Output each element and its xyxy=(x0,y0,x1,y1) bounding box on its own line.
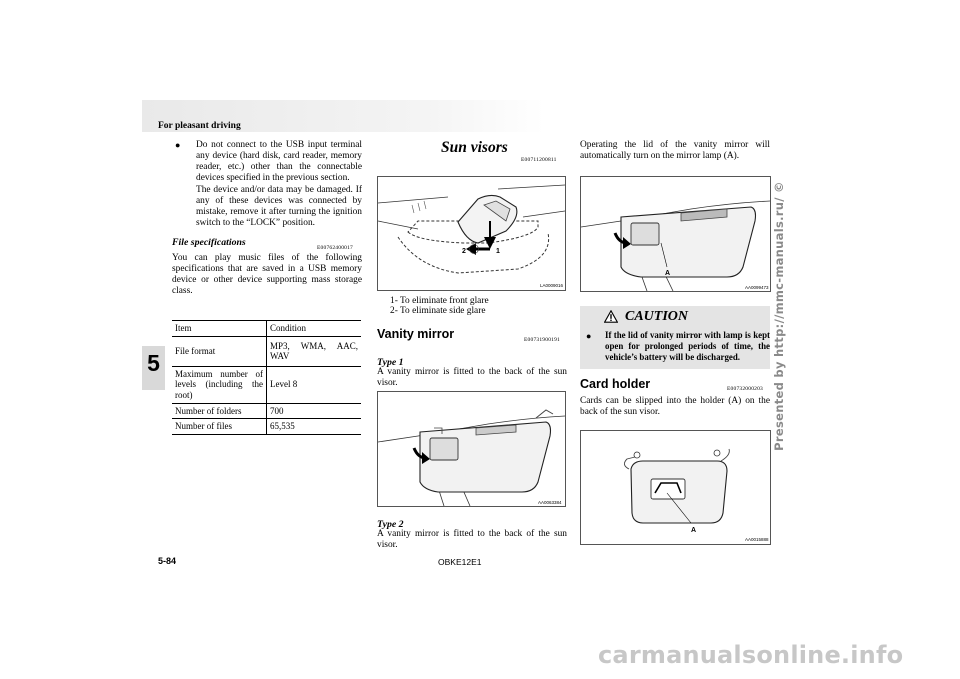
card-holder-figure xyxy=(580,430,771,545)
usb-warning-text: Do not connect to the USB input terminal any device (hard disk, card reader, memory reader, etc.) other than the connectable devices specified in the previous section. xyxy=(196,140,362,183)
callout-a: A xyxy=(691,527,697,534)
bottom-watermark: carmanualsonline.info xyxy=(598,641,904,669)
table-cell: Number of folders xyxy=(172,403,267,419)
callout-a: A xyxy=(665,270,671,277)
vanity-mirror-heading: Vanity mirror xyxy=(377,327,455,341)
card-holder-code: E00732000203 xyxy=(727,386,764,392)
table-cell: Level 8 xyxy=(267,366,362,403)
callout-1: 1 xyxy=(496,248,500,255)
file-spec-code: E00762400017 xyxy=(317,245,354,251)
type-2-label: Type 2 xyxy=(377,519,404,530)
table-cell: Number of files xyxy=(172,419,267,435)
page-number: 5-84 xyxy=(158,556,177,566)
table-cell: MP3, WMA, AAC, WAV xyxy=(267,336,362,366)
warning-triangle-icon xyxy=(604,310,618,328)
type-1-label: Type 1 xyxy=(377,357,404,368)
caution-text: If the lid of vanity mirror with lamp is kept open for prolonged periods of time, the vehicle’s battery will be discharged. xyxy=(605,330,770,362)
side-watermark: Presented by http://mmc-manuals.ru/ © xyxy=(772,181,786,451)
figure-code: AA0015888 xyxy=(745,537,769,542)
mirror-lamp-figure xyxy=(580,176,771,292)
type-2-text: A vanity mirror is fitted to the back of the sun visor. xyxy=(377,529,567,550)
card-holder-text: Cards can be slipped into the holder (A) on the back of the sun visor. xyxy=(580,396,770,417)
sun-visors-code: E00711200811 xyxy=(521,157,557,163)
table-row xyxy=(172,336,361,366)
file-spec-heading: File specifications xyxy=(172,237,246,248)
bullet-icon: ● xyxy=(586,331,592,341)
document-code: OBKE12E1 xyxy=(438,557,482,567)
vanity-mirror-code: E00731900191 xyxy=(524,337,561,343)
sun-visor-item-2: 2- To eliminate side glare xyxy=(390,306,486,316)
file-spec-intro: You can play music files of the following specifications that are saved in a USB memory device or other device supporting mass storage class. xyxy=(172,253,362,296)
vanity-mirror-type1-figure xyxy=(377,391,566,507)
chapter-number: 5 xyxy=(147,350,160,376)
table-row xyxy=(172,403,361,419)
table-row xyxy=(172,419,361,435)
mirror-lamp-text: Operating the lid of the vanity mirror will automatically turn on the mirror lamp (A). xyxy=(580,140,770,161)
figure-code: LA0009016 xyxy=(540,283,564,288)
figure-code: AA0063384 xyxy=(538,500,562,505)
sun-visors-title: Sun visors xyxy=(441,139,508,156)
table-row xyxy=(172,366,361,403)
table-cell: Maximum number of levels (including the root) xyxy=(172,366,267,403)
caution-title: CAUTION xyxy=(625,309,689,324)
table-header: Condition xyxy=(267,321,362,337)
figure-code: AA0099473 xyxy=(745,285,769,290)
table-cell: 65,535 xyxy=(267,419,362,435)
file-spec-table xyxy=(172,320,361,435)
usb-damage-text: The device and/or data may be damaged. If any of these devices was connected by mistake, remove it after turning the ignition switch to the “LOCK” position. xyxy=(196,185,362,228)
table-cell: 700 xyxy=(267,403,362,419)
bullet-icon: ● xyxy=(175,140,181,150)
section-header: For pleasant driving xyxy=(158,121,241,131)
table-header: Item xyxy=(172,321,267,337)
sun-visor-figure xyxy=(377,176,566,291)
card-holder-heading: Card holder xyxy=(580,377,651,391)
sun-visor-item-1: 1- To eliminate front glare xyxy=(390,296,489,306)
table-header-row xyxy=(172,321,361,337)
callout-2: 2 xyxy=(462,248,466,255)
type-1-text: A vanity mirror is fitted to the back of the sun visor. xyxy=(377,367,567,388)
table-cell: File format xyxy=(172,336,267,366)
